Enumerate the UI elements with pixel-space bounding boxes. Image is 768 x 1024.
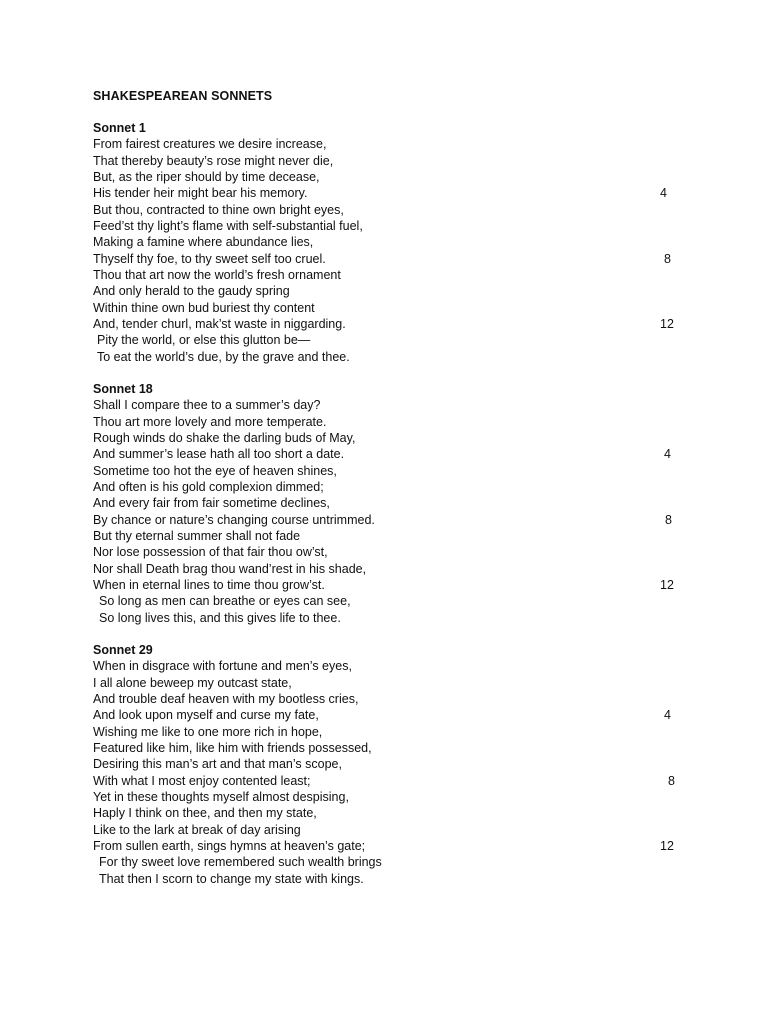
poem-line: Thou art more lovely and more temperate. bbox=[93, 414, 327, 429]
poem-line: Featured like him, like him with friends possessed, bbox=[93, 741, 372, 756]
poem-line: And only herald to the gaudy spring bbox=[93, 284, 290, 299]
document-title: SHAKESPEAREAN SONNETS bbox=[93, 89, 273, 103]
poem-line: Like to the lark at break of day arising bbox=[93, 822, 301, 837]
poem-line-with-number bbox=[93, 316, 693, 332]
poem-line-text: His tender heir might bear his memory. bbox=[93, 186, 308, 201]
poem-line: When in disgrace with fortune and men’s eyes, bbox=[93, 659, 352, 674]
line-number: 8 bbox=[664, 251, 671, 266]
line-number: 12 bbox=[660, 839, 674, 854]
poem-line-with-number bbox=[93, 185, 693, 201]
couplet-line: That then I scorn to change my state with kings. bbox=[99, 871, 364, 886]
poem-line: Nor lose possession of that fair thou ow’st, bbox=[93, 545, 328, 560]
poem-line-text: From sullen earth, sings hymns at heaven’s gate; bbox=[93, 839, 366, 854]
line-number: 4 bbox=[660, 186, 667, 201]
poem-line: Within thine own bud buriest thy content bbox=[93, 300, 315, 315]
poem-line: But thou, contracted to thine own bright eyes, bbox=[93, 202, 344, 217]
poem-line-text: Thyself thy foe, to thy sweet self too cruel. bbox=[93, 251, 326, 266]
poem-line: Shall I compare thee to a summer’s day? bbox=[93, 398, 321, 413]
poem-line-text: When in eternal lines to time thou grow’st. bbox=[93, 578, 325, 593]
couplet-line: Pity the world, or else this glutton be— bbox=[97, 333, 311, 348]
poem-line: Rough winds do shake the darling buds of May, bbox=[93, 430, 356, 445]
poem-line: And every fair from fair sometime declines, bbox=[93, 496, 330, 511]
line-number: 4 bbox=[664, 447, 671, 462]
poem-line: But thy eternal summer shall not fade bbox=[93, 529, 301, 544]
poem-line: Sometime too hot the eye of heaven shines, bbox=[93, 463, 337, 478]
poem-line-text: And, tender churl, mak’st waste in niggarding. bbox=[93, 317, 346, 332]
poem-line-with-number bbox=[93, 251, 693, 267]
poem-line-with-number bbox=[93, 446, 693, 462]
sonnet-title: Sonnet 29 bbox=[93, 643, 153, 657]
poem-line-text: And look upon myself and curse my fate, bbox=[93, 708, 319, 723]
poem-line: Thou that art now the world’s fresh ornament bbox=[93, 268, 341, 283]
line-number: 12 bbox=[660, 317, 674, 332]
poem-line: Feed’st thy light’s flame with self-substantial fuel, bbox=[93, 219, 363, 234]
poem-line: Making a famine where abundance lies, bbox=[93, 235, 314, 250]
poem-line: Yet in these thoughts myself almost despising, bbox=[93, 790, 349, 805]
poem-line: From fairest creatures we desire increase, bbox=[93, 137, 327, 152]
line-number: 8 bbox=[668, 773, 675, 788]
sonnet-title: Sonnet 1 bbox=[93, 121, 146, 135]
poem-line-with-number bbox=[93, 512, 693, 528]
poem-line: Nor shall Death brag thou wand’rest in his shade, bbox=[93, 561, 367, 576]
couplet-line: So long as men can breathe or eyes can see, bbox=[99, 594, 351, 609]
poem-line-text: And summer’s lease hath all too short a date. bbox=[93, 447, 345, 462]
poem-line: I all alone beweep my outcast state, bbox=[93, 675, 292, 690]
poem-line-with-number bbox=[93, 577, 693, 593]
sonnet-title: Sonnet 18 bbox=[93, 382, 153, 396]
couplet-line: To eat the world’s due, by the grave and thee. bbox=[97, 349, 350, 364]
poem-line-text: With what I most enjoy contented least; bbox=[93, 773, 311, 788]
line-number: 8 bbox=[665, 512, 672, 527]
line-number: 4 bbox=[664, 708, 671, 723]
poem-line: Wishing me like to one more rich in hope, bbox=[93, 724, 323, 739]
poem-line-with-number bbox=[93, 707, 693, 723]
poem-line: Desiring this man’s art and that man’s scope, bbox=[93, 757, 342, 772]
poem-line-text: By chance or nature’s changing course untrimmed. bbox=[93, 512, 375, 527]
line-number: 12 bbox=[660, 578, 674, 593]
poem-line-with-number bbox=[93, 773, 693, 789]
poem-line: And trouble deaf heaven with my bootless cries, bbox=[93, 691, 359, 706]
poem-line: But, as the riper should by time decease, bbox=[93, 169, 320, 184]
poem-line-with-number bbox=[93, 838, 693, 854]
poem-line: Haply I think on thee, and then my state, bbox=[93, 806, 317, 821]
sonnet-29 bbox=[93, 642, 693, 887]
sonnet-1 bbox=[93, 120, 693, 365]
sonnet-18 bbox=[93, 381, 693, 626]
poem-line: And often is his gold complexion dimmed; bbox=[93, 480, 324, 495]
poem-line: That thereby beauty’s rose might never die, bbox=[93, 153, 334, 168]
couplet-line: For thy sweet love remembered such wealth brings bbox=[99, 855, 382, 870]
couplet-line: So long lives this, and this gives life to thee. bbox=[99, 610, 341, 625]
